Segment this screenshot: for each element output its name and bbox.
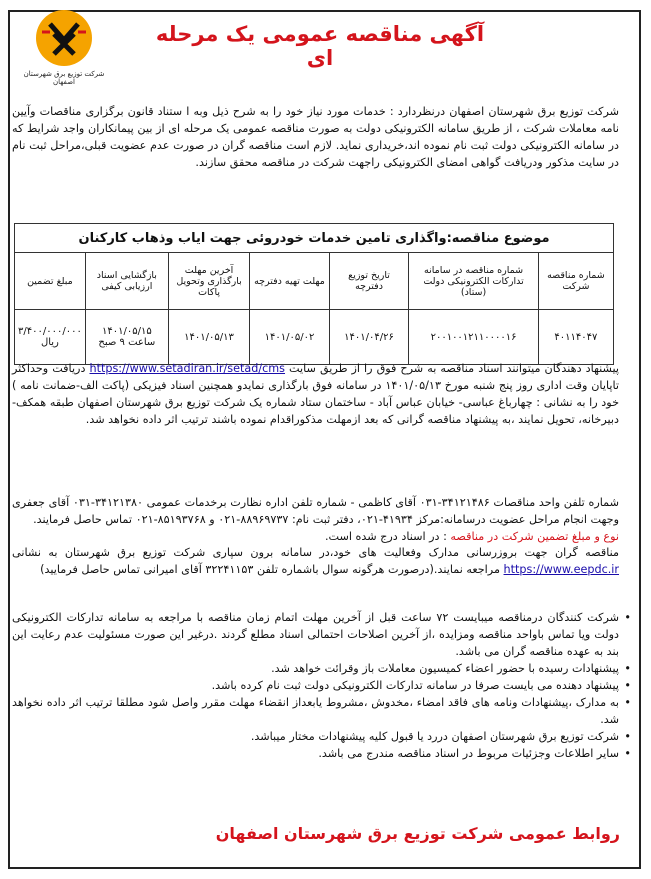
- list-item: • سایر اطلاعات وجزئیات مربوط در اسناد مناقصه مندرج می باشد.: [12, 745, 619, 762]
- guarantee-heading: نوع و مبلغ تضمین شرکت در مناقصه: [450, 530, 619, 543]
- eepdc-text-before: مناقصه گران جهت بروزرسانی مدارک وفعالیت های خود،در سامانه برون سپاری شرکت توزیع برق شهرستان به نشانی: [12, 546, 619, 559]
- submission-text-before: پیشنهاد دهندگان میتوانند اسناد مناقصه به شرح فوق را از طریق سایت: [289, 362, 619, 375]
- table-header: آخرین مهلت بارگذاری وتحویل پاکات: [168, 253, 249, 310]
- submission-section: [12, 360, 619, 428]
- logo-caption: شرکت توزیع برق شهرستان اصفهان: [23, 70, 105, 86]
- power-company-logo-icon: [36, 10, 92, 66]
- table-header: شماره مناقصه در سامانه تدارکات الکترونیکی دولت (ستاد): [409, 253, 538, 310]
- eepdc-text-after: مراجعه نمایند.(درصورت هرگونه سوال باشماره تلفن ۳۲۲۴۱۱۵۳ آقای امیرانی تماس حاصل فرمایید): [40, 563, 500, 576]
- eepdc-link[interactable]: https://www.eepdc.ir: [503, 563, 619, 576]
- table-cell: ۱۴۰۱/۰۵/۱۳: [168, 310, 249, 365]
- table-row: [15, 310, 614, 365]
- list-item: • شرکت کنندگان درمناقصه میبایست ۷۲ ساعت قبل از آخرین مهلت اتمام زمان مناقصه با مراجعه به سامانه تدارکات الکترونیکی دولت ویا تماس باواحد مناقصه ومزایده ،از آخرین اصلاحات احتمالی اسناد مطلع گردند .درغیر این صورت مسئولیت عدم رعایت این بند به عهده مناقصه گران می باشد.: [12, 609, 619, 660]
- list-item: • پیشنهاد دهنده می بایست صرفا در سامانه تدارکات الکترونیکی دولت ثبت نام کرده باشد.: [12, 677, 619, 694]
- table-header: مبلغ تضمین: [15, 253, 86, 310]
- table-header: شماره مناقصه شرکت: [538, 253, 613, 310]
- contacts-section: [12, 494, 619, 545]
- intro-text: شرکت توزیع برق شهرستان اصفهان درنظردارد : خدمات مورد نیاز خود را به شرح ذیل وبه ا ستناد قانون برگزاری مناقصات وآیین نامه معاملات شرکت ، از طریق سامانه الکترونیکی دولت به صورت مناقصه عمومی یک مرحله ای از بین پیمانکاران واجد شرایط که در سامانه الکترونیکی دولت ثبت نام نموده اند،خریداری نماید.: [12, 105, 619, 152]
- list-item: • پیشنهادات رسیده با حضور اعضاء کمیسیون معاملات باز وقرائت خواهد شد.: [12, 660, 619, 677]
- list-item: • به مدارک ،پیشنهادات ونامه های فاقد امضاء ،مخدوش ،مشروط یابعداز انقضاء مهلت مقرر واصل شود مطلقا ترتیب اثر داده نخواهد شد.: [12, 694, 619, 728]
- contacts-text: شماره تلفن واحد مناقصات ۳۴۱۲۱۴۸۶-۰۳۱ آقای کاظمی - شماره تلفن اداره نظارت برخدمات عمومی ۳۴۱۲۱۳۸۰-۰۳۱ آقای جعفری وجهت انجام مراحل عضویت درسامانه:مرکز ۴۱۹۳۴-۰۲۱، دفتر ثبت نام: ۸۸۹۶۹۷۳۷-۰۲۱ و ۸۵۱۹۳۷۶۸-۰۲۱ تماس حاصل فرمایند.: [12, 496, 619, 526]
- conditions-list: [12, 609, 633, 762]
- company-logo: [14, 8, 114, 100]
- table-header: تاریخ توزیع دفترچه: [329, 253, 409, 310]
- table-cell: ۱۴۰۱/۰۵/۱۵ ساعت ۹ صبح: [85, 310, 168, 365]
- tender-subject: موضوع مناقصه:واگذاری تامین خدمات خودروئی جهت اياب وذهاب کارکنان: [15, 224, 614, 253]
- table-cell: ۳/۴۰۰/۰۰۰/۰۰۰ ریال: [15, 310, 86, 365]
- tender-table: [14, 223, 614, 365]
- list-item: • شرکت توزیع برق شهرستان اصفهان دررد یا قبول کلیه پیشنهادات مختار میباشد.: [12, 728, 619, 745]
- table-header: مهلت تهیه دفترچه: [250, 253, 330, 310]
- table-cell: ۱۴۰۱/۰۴/۲۶: [329, 310, 409, 365]
- table-header-row: [15, 253, 614, 310]
- table-cell: ۱۴۰۱/۰۵/۰۲: [250, 310, 330, 365]
- table-cell: ۲۰۰۱۰۰۱۲۱۱۰۰۰۰۱۶: [409, 310, 538, 365]
- intro-section: [12, 103, 619, 171]
- table-cell: ۴۰۱۱۴۰۴۷: [538, 310, 613, 365]
- intro-note: لازم است مناقصه گران در صورت عدم عضویت قبلی،مراحل ثبت نام در سایت مذکور ودریافت گواهی امضای الکترونیکی راجهت شرکت در مناقصه محقق سازند.: [12, 139, 619, 169]
- footer-signature: روابط عمومی شرکت توزیع برق شهرستان اصفهان: [215, 824, 620, 843]
- submission-text-after: دریافت وحداکثر تاپایان وقت اداری روز پنج شنبه مورخ ۱۴۰۱/۰۵/۱۳ در سامانه فوق بارگذاری نمایدو همچنین اسناد فیزیکی (پاکت الف-ضمانت نامه ) خود را به نشانی : چهارباغ عباسی- خیابان عباس آباد - ساختمان ستاد شماره یک شرکت توزیع برق شهرستان اصفهان طبقه همکف-دبیرخانه، تحویل نمایند ،به پیشنهاد مناقصه گرانی که بعد ازمهلت مذکوراقدام نموده باشند ترتیب اثر داده نخواهد شد.: [12, 362, 619, 426]
- eepdc-section: [12, 544, 619, 578]
- setad-link[interactable]: https://www.setadiran.ir/setad/cms: [89, 362, 286, 375]
- page-title: آگهی مناقصه عمومی یک مرحله ای: [155, 22, 485, 70]
- guarantee-text: : در اسناد درج شده است.: [324, 530, 447, 543]
- table-header: بازگشایی اسناد ارزیابی کیفی: [85, 253, 168, 310]
